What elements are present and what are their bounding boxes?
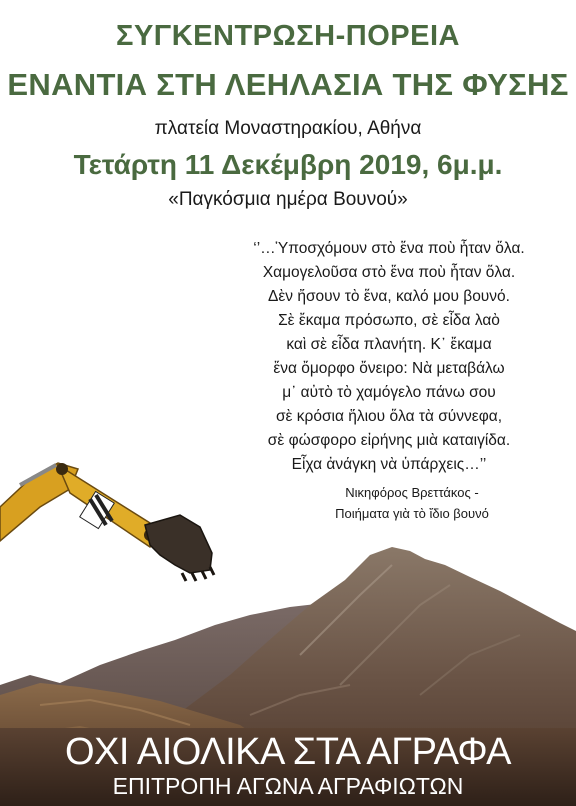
poem <box>225 237 553 477</box>
poem-author: Νικηφόρος Βρεττάκος - <box>345 485 479 500</box>
poem-line: σὲ κρόσια ἥλιου ὅλα τὰ σύννεφα, <box>275 408 503 425</box>
slogan: ΟΧΙ ΑΙΟΛΙΚΑ ΣΤΑ ΑΓΡΑΦΑ <box>64 731 511 773</box>
excavator-bucket <box>145 515 212 573</box>
poem-line: μ᾽ αὐτὸ τὸ χαμόγελο πάνω σου <box>282 384 496 401</box>
excavator-arm <box>0 463 214 581</box>
poem-source: Ποιήματα γιὰ τὸ ἴδιο βουνό <box>335 506 489 521</box>
poem-line: σὲ φώσφορο εἰρήνης μιὰ καταιγίδα. <box>267 432 511 449</box>
poem-line: Σὲ ἔκαμα πρόσωπο, σὲ εἶδα λαὸ <box>278 312 500 329</box>
organizer: ΕΠΙΤΡΟΠΗ ΑΓΩΝΑ ΑΓΡΑΦΙΩΤΩΝ <box>112 773 464 799</box>
poem-line: καὶ σὲ εἶδα πλανήτη. Κ᾽ ἔκαμα <box>286 336 492 353</box>
event-date: Τετάρτη 11 Δεκέμβρη 2019, 6μ.μ. <box>73 149 503 180</box>
title-line-2: ΕΝΑΝΤΙΑ ΣΤΗ ΛΕΗΛΑΣΙΑ ΤΗΣ ΦΥΣΗΣ <box>7 67 569 102</box>
poem-line: Δὲν ἤσουν τὸ ἕνα, καλό μου βουνό. <box>268 288 510 305</box>
event-occasion: «Παγκόσμια ημέρα Βουνού» <box>168 189 408 210</box>
poem-line: ‘’…Ὑποσχόμουν στὸ ἕνα ποὺ ἦταν ὅλα. <box>253 240 525 257</box>
title-line-1: ΣΥΓΚΕΝΤΡΩΣΗ-ΠΟΡΕΙΑ <box>116 20 460 52</box>
poem-line: Εἶχα ἀνάγκη νὰ ὑπάρχεις…’’ <box>291 456 487 473</box>
poem-line: ἕνα ὄμορφο ὄνειρο: Νὰ μεταβάλω <box>273 360 505 377</box>
event-location: πλατεία Μοναστηρακίου, Αθήνα <box>154 118 422 139</box>
poem-line: Χαμογελοῦσα στὸ ἕνα ποὺ ἦταν ὅλα. <box>262 264 516 281</box>
